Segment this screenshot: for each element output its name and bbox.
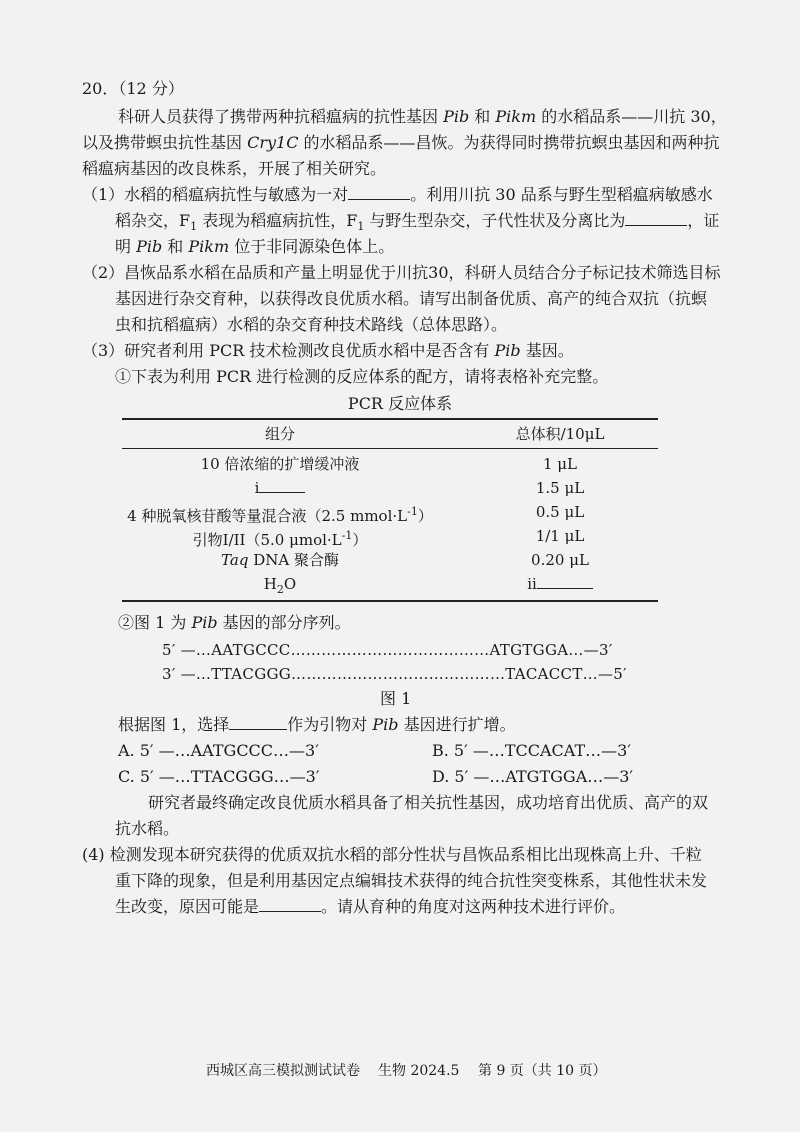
table-bottom-rule [122, 600, 658, 602]
italic-term: Pib [372, 715, 399, 734]
text-run: 以及携带螟虫抗性基因 [82, 133, 248, 152]
text-run: H [263, 575, 277, 593]
question-number: 20． [82, 79, 119, 98]
subscript: 1 [190, 220, 198, 234]
text-run: 基因进行扩增。 [398, 715, 516, 734]
table-header-rule [122, 448, 658, 449]
conclusion-line [115, 818, 179, 840]
italic-term: Taq [221, 551, 249, 569]
italic-term: Pib [136, 237, 163, 256]
text-run: 1.5 μL [535, 479, 585, 497]
italic-term: Pikm [495, 107, 537, 126]
option-b: B. 5′ —…TCCACAT…—3′ [432, 741, 631, 760]
text-run: ii [527, 575, 537, 593]
text-run: 的水稻品系——昌恢。为获得同时携带抗螟虫基因和两种抗 [298, 133, 720, 152]
text-run: 1 μL [542, 455, 578, 473]
text-run: （3）研究者利用 PCR 技术检测改良优质水稻中是否含有 [82, 341, 495, 360]
text-run: （2）昌恢品系水稻在品质和产量上明显优于川抗30，科研人员结合分子标记技术筛选目标 [82, 263, 721, 282]
text-run: 根据图 1，选择 [118, 715, 230, 734]
text-run: ） [352, 531, 368, 549]
text-run: (4) 检测发现本研究获得的优质双抗水稻的部分性状与昌恢品系相比出现株高上升、千粒 [82, 845, 702, 864]
text-run: 的水稻品系——川抗 30， [536, 107, 727, 126]
answer-blank [625, 211, 687, 226]
text-run: 抗水稻。 [115, 819, 180, 838]
text-run: 和 [469, 107, 496, 126]
intro-line [118, 106, 727, 128]
answer-blank [348, 185, 410, 200]
superscript: -1 [341, 529, 353, 542]
intro-line [82, 132, 720, 154]
text-run: 。利用川抗 30 品系与野生型稻瘟病敏感水 [410, 185, 713, 204]
table-row-volume [500, 574, 620, 594]
part4-line [115, 896, 625, 918]
text-run: i [254, 479, 260, 497]
text-run: ，证 [687, 211, 720, 230]
table-row-component [110, 454, 450, 474]
text-run: 研究者最终确定改良优质水稻具备了相关抗性基因，成功培育出优质、高产的双 [148, 793, 709, 812]
table-row-component [110, 526, 450, 550]
table-title: PCR 反应体系 [347, 394, 453, 413]
text-run: ） [417, 507, 433, 525]
answer-blank [259, 897, 321, 912]
sequence-top-strand: 5′ —…AATGCCC…………………………………ATGTGGA…—3′ [162, 641, 613, 659]
part2-line [115, 288, 707, 310]
subscript: 2 [276, 583, 284, 596]
text-run: 明 [115, 237, 137, 256]
text-run: 。请从育种的角度对这两种技术进行评价。 [321, 897, 626, 916]
text-run: 引物I/II（5.0 μmol·L [192, 531, 342, 549]
part2-line [82, 262, 721, 284]
part1-line [115, 210, 719, 238]
text-run: DNA 聚合酶 [248, 551, 339, 569]
option-a: A. 5′ —…AATGCCC…—3′ [118, 741, 319, 760]
italic-term: Pikm [188, 237, 230, 256]
table-header-component: 组分 [264, 425, 295, 443]
table-row-volume [500, 454, 620, 474]
footer-subject: 生物 2024.5 [378, 1063, 460, 1079]
option-c: C. 5′ —…TTACGGG…—3′ [118, 767, 320, 786]
italic-term: Pib [494, 341, 521, 360]
text-run: 科研人员获得了携带两种抗稻瘟病的抗性基因 [118, 107, 444, 126]
table-row-volume [500, 502, 620, 522]
text-run: 作为引物对 [287, 715, 373, 734]
part3-line [115, 366, 608, 388]
text-run: 稻瘟病基因的改良株系，开展了相关研究。 [82, 159, 387, 178]
table-row-volume [500, 526, 620, 546]
italic-term: Cry1C [247, 133, 299, 152]
option-d: D. 5′ —…ATGTGGA…—3′ [432, 767, 634, 786]
text-run: 基因。 [520, 341, 574, 360]
text-run: ①下表为利用 PCR 进行检测的反应体系的配方，请将表格补充完整。 [115, 367, 609, 386]
text-run: 稻杂交，F [115, 211, 191, 230]
question-header [82, 78, 184, 100]
text-run: ②图 1 为 [118, 613, 192, 632]
text-run: 基因的部分序列。 [217, 613, 351, 632]
text-run: 生改变，原因可能是 [115, 897, 260, 916]
table-row-component [110, 550, 450, 570]
table-row-volume [500, 550, 620, 570]
table-header-volume: 总体积/10μL [515, 425, 605, 443]
answer-blank [259, 478, 305, 493]
part2-line [115, 314, 507, 336]
text-run: 10 倍浓缩的扩增缓冲液 [200, 455, 360, 473]
superscript: -1 [407, 505, 418, 518]
text-run: 基因进行杂交育种，以获得改良优质水稻。请写出制备优质、高产的纯合双抗（抗螟 [115, 289, 708, 308]
part1-line [115, 236, 394, 258]
answer-blank [537, 574, 593, 589]
text-run: 与野生型杂交，子代性状及分离比为 [364, 211, 626, 230]
text-run: 虫和抗稻瘟病）水稻的杂交育种技术路线（总体思路）。 [115, 315, 508, 334]
answer-blank [229, 715, 287, 730]
table-row-component [110, 574, 450, 600]
text-run: 和 [162, 237, 189, 256]
text-run: 4 种脱氧核苷酸等量混合液（2.5 mmol·L [127, 507, 408, 525]
text-run: （1）水稻的稻瘟病抗性与敏感为一对 [82, 185, 349, 204]
footer-page-number: 第 9 页（共 10 页） [478, 1063, 607, 1079]
text-run: 0.20 μL [531, 551, 589, 569]
text-run: 0.5 μL [535, 503, 585, 521]
text-run: 重下降的现象，但是利用基因定点编辑技术获得的纯合抗性突变株系，其他性状未发 [115, 871, 708, 890]
subscript: 1 [357, 220, 365, 234]
text-run: O [283, 575, 297, 593]
text-run: 1/1 μL [535, 527, 585, 545]
table-row-volume [500, 478, 620, 498]
part4-line [82, 844, 702, 866]
table-row-component [110, 478, 450, 498]
table-top-rule [122, 418, 658, 420]
question-points: （12 分） [118, 79, 184, 98]
figure-intro [118, 612, 351, 634]
part3-line [82, 340, 574, 362]
choice-stem [118, 714, 516, 736]
part4-line [115, 870, 707, 892]
conclusion-line [148, 792, 708, 814]
italic-term: Pib [443, 107, 470, 126]
figure-caption: 图 1 [380, 689, 412, 708]
intro-line [82, 158, 386, 180]
part1-line [82, 184, 713, 206]
text-run: 表现为稻瘟病抗性，F [197, 211, 358, 230]
sequence-bottom-strand: 3′ —…TTACGGG……………………………………TACACCT…—5′ [162, 665, 627, 683]
italic-term: Pib [191, 613, 218, 632]
table-row-component [110, 502, 450, 526]
text-run: 位于非同源染色体上。 [229, 237, 395, 256]
footer-school: 西城区高三模拟测试试卷 [206, 1063, 360, 1079]
